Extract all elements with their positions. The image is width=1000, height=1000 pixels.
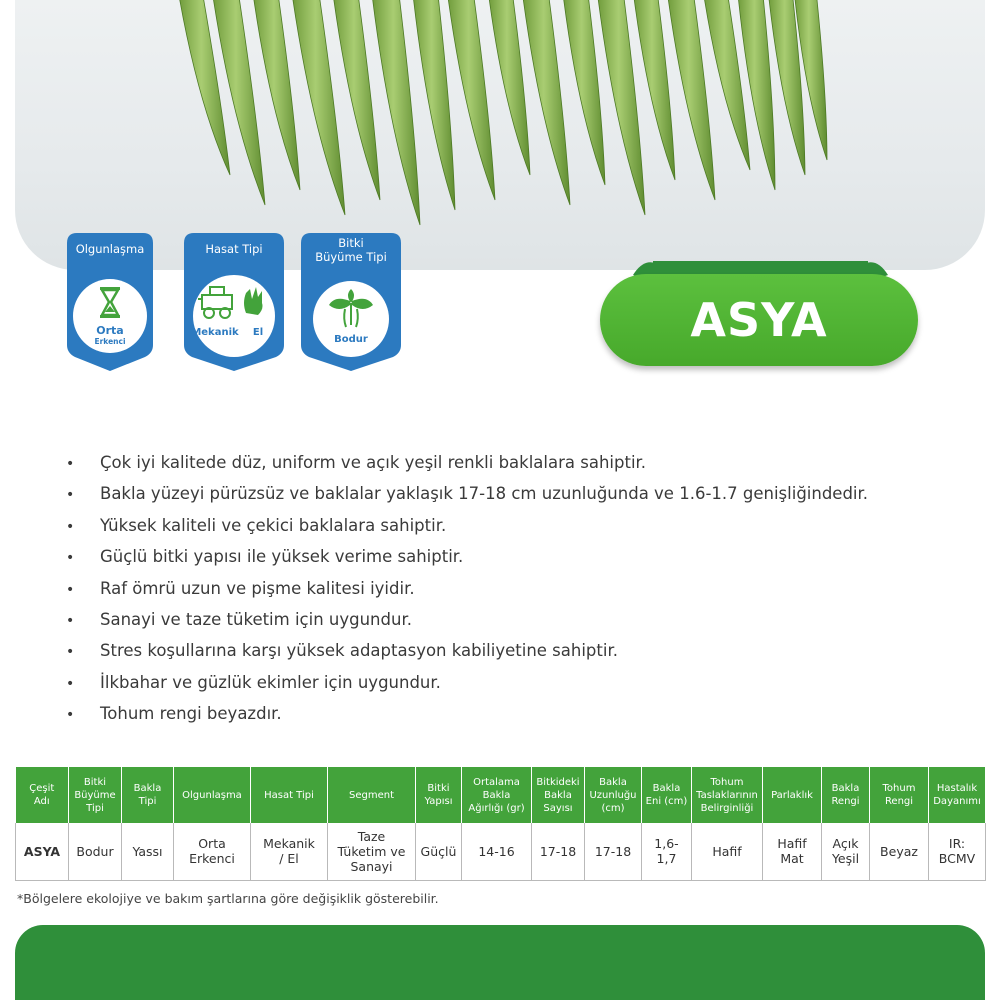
table-row [16,823,986,880]
badge-title: Hasat Tipi [205,242,263,256]
table-cell: IR: BCMV [929,823,986,880]
badge-value-hand: El [252,327,264,338]
table-header-cell: Çeşit Adı [16,767,69,823]
bullet: • [66,707,75,724]
table-header-cell: Bakla Rengi [822,767,870,823]
table-cell: Hafif Mat [763,823,822,880]
table-header-cell: Tohum Taslaklarının Belirginliği [692,767,763,823]
footer-band [15,925,985,1000]
table-cell: Güçlü [416,823,462,880]
bullet: • [66,456,75,472]
bean-pod [563,0,606,185]
table-cell: Beyaz [870,823,929,880]
spec-table [15,767,986,881]
list-item: • Güçlü bitki yapısı ile yüksek verime sahiptir. [66,542,966,573]
badge-subvalue: Erkenci [94,337,126,346]
bullet: • [66,613,75,630]
bullet: • [66,675,75,692]
list-item: • Çok iyi kalitede düz, uniform ve açık yeşil renkli baklalara sahiptir. [66,448,966,479]
badge-harvest-type [184,233,270,371]
bullet: • [66,644,75,661]
bullet: • [66,518,75,535]
badge-value: Bodur [334,334,368,345]
table-header-cell: Segment [328,767,416,823]
bean-pod [738,0,776,190]
bean-pod [447,0,495,200]
table-header-cell: Tohum Rengi [870,767,929,823]
list-item: • İlkbahar ve güzlük ekimler için uygundur. [66,668,966,699]
list-item: • Raf ömrü uzun ve pişme kalitesi iyidir. [66,574,966,605]
table-header-cell: Bakla Tipi [122,767,174,823]
table-cell: 17-18 [585,823,642,880]
table-header-row [16,767,986,823]
table-header-cell: Ortalama Bakla Ağırlığı (gr) [462,767,532,823]
table-header-cell: Hastalık Dayanımı [929,767,986,823]
table-cell: Orta Erkenci [174,823,251,880]
table-header-cell: Bitki Yapısı [416,767,462,823]
table-header-cell: Bitkideki Bakla Sayısı [532,767,585,823]
list-item: • Tohum rengi beyazdır. [66,699,966,730]
product-name-pill [600,274,918,366]
table-cell: 14-16 [462,823,532,880]
table-cell: ASYA [16,823,69,880]
table-header-cell: Olgunlaşma [174,767,251,823]
table-cell: Taze Tüketim ve Sanayi [328,823,416,880]
bean-pod [413,0,456,210]
table-header-cell: Hasat Tipi [251,767,328,823]
list-item: • Yüksek kaliteli ve çekici baklalara sahiptir. [66,511,966,542]
table-cell: Yassı [122,823,174,880]
badge-title-line2: Büyüme Tipi [315,250,387,264]
footnote: *Bölgelere ekolojiye ve bakım şartlarına göre değişiklik gösterebilir. [17,891,439,906]
badge-value: Orta [96,324,124,337]
list-item: • Sanayi ve taze tüketim için uygundur. [66,605,966,636]
badge-title: Olgunlaşma [75,242,145,256]
table-header-cell: Bakla Eni (cm) [642,767,692,823]
bean-pod [522,0,570,205]
table-cell: 17-18 [532,823,585,880]
badge-value-mechanical: Mekanik [191,327,239,338]
hero-image [15,0,985,270]
green-beans-illustration [15,0,985,270]
table-cell: Mekanik / El [251,823,328,880]
badge-maturity [67,233,153,371]
table-cell: Açık Yeşil [822,823,870,880]
badge-title-line1: Bitki [338,236,364,250]
table-cell: Hafif [692,823,763,880]
table-cell: Bodur [69,823,122,880]
table-header-cell: Bakla Uzunluğu (cm) [585,767,642,823]
table-header-cell: Bitki Büyüme Tipi [69,767,122,823]
product-name: ASYA [690,293,828,347]
feature-list [66,448,966,731]
bullet: • [66,550,75,567]
list-item: • Bakla yüzeyi pürüzsüz ve baklalar yaklaşık 17-18 cm uzunluğunda ve 1.6-1.7 genişliğindedir. [66,479,966,510]
table-header-cell: Parlaklık [763,767,822,823]
table-cell: 1,6- 1,7 [642,823,692,880]
bean-pod [488,0,530,175]
badge-growth-type [301,233,387,371]
list-item: • Stres koşullarına karşı yüksek adaptasyon kabiliyetine sahiptir. [66,636,966,667]
bullet: • [66,581,75,598]
bullet: • [66,487,75,504]
